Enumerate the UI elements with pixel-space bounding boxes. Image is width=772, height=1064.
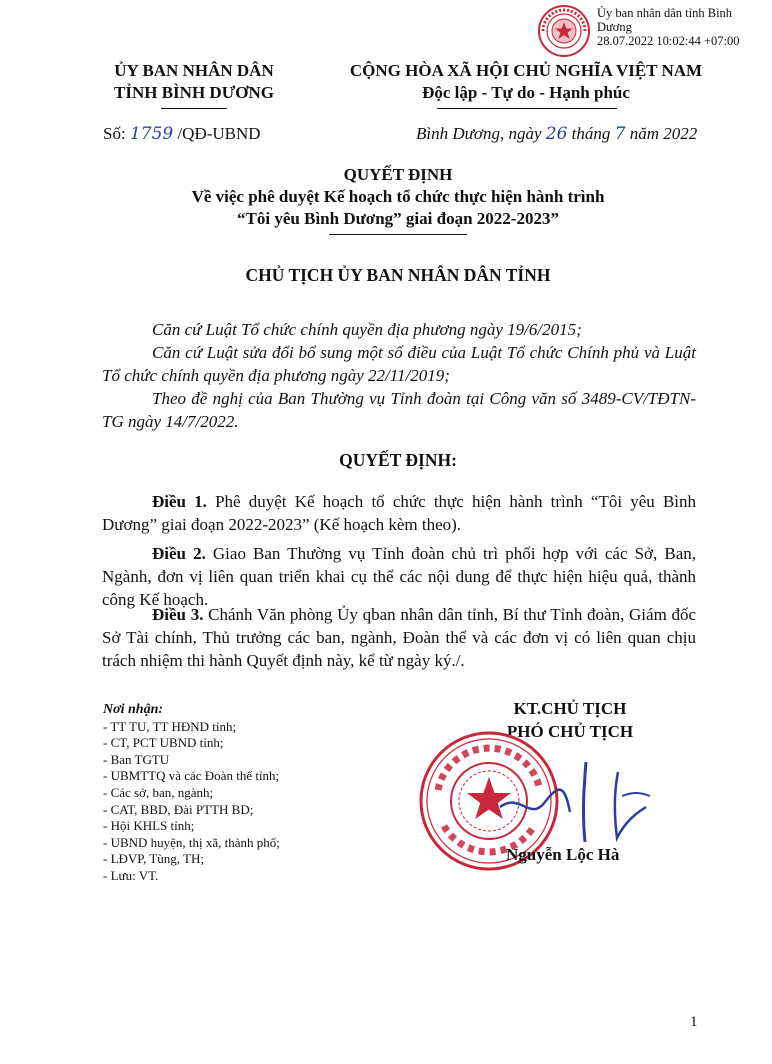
- preamble-2: Căn cứ Luật sửa đổi bổ sung một số điều của Luật Tổ chức Chính phủ và Luật Tổ chức chính quyền địa phương ngày 22/11/2019;: [102, 343, 696, 385]
- signer-name: Nguyễn Lộc Hà: [506, 845, 620, 864]
- title-underline: [329, 234, 467, 235]
- recipient-item: - CT, PCT UBND tỉnh;: [103, 735, 224, 751]
- document-number: Số: 1759 /QĐ-UBND: [103, 124, 261, 144]
- org-line1: ỦY BAN NHÂN DÂN: [114, 61, 274, 80]
- recipient-item: - Ban TGTU: [103, 751, 170, 767]
- recipients: [103, 702, 280, 885]
- nation-line1: CỘNG HÒA XÃ HỘI CHỦ NGHĨA VIỆT NAM: [349, 61, 703, 80]
- handwritten-number: 1759: [129, 124, 174, 144]
- recipient-item: - UBMTTQ và các Đoàn thể tỉnh;: [103, 768, 280, 784]
- recipient-item: - Các sở, ban, ngành;: [103, 784, 214, 800]
- national-motto: [326, 60, 726, 104]
- handwritten-day: 26: [545, 124, 568, 144]
- article-3: Điều 3. Chánh Văn phòng Ủy qban nhân dân tỉnh, Bí thư Tỉnh đoàn, Giám đốc Sở Tài chính, Thủ trưởng các ban, ngành, Đoàn thể và các đơn vị có liên quan chịu trách nhiệm thi hành Quyết định này, kể từ ngày ký./.: [102, 605, 697, 670]
- recipient-item: - LĐVP, Tùng, TH;: [103, 851, 204, 867]
- handwritten-month: 7: [614, 124, 626, 144]
- recipient-item: - Hội KHLS tỉnh;: [103, 818, 195, 834]
- issuing-org: [94, 60, 294, 104]
- place-date: Bình Dương, ngày 26 tháng 7 năm 2022: [416, 124, 698, 144]
- title-main: QUYẾT ĐỊNH: [343, 165, 453, 184]
- authority: CHỦ TỊCH ỦY BAN NHÂN DÂN TỈNH: [245, 265, 551, 285]
- title-sub1: Về việc phê duyệt Kế hoạch tổ chức thực hiện hành trình: [191, 187, 605, 206]
- nation-line2: Độc lập - Tự do - Hạnh phúc: [422, 83, 630, 102]
- page-number: 1: [690, 1014, 698, 1030]
- recipient-item: - Lưu: VT.: [103, 867, 159, 883]
- preamble-1: Căn cứ Luật Tổ chức chính quyền địa phương ngày 19/6/2015;: [152, 320, 582, 339]
- recipient-item: - UBND huyện, thị xã, thành phố;: [103, 834, 280, 850]
- title-sub2: “Tôi yêu Bình Dương” giai đoạn 2022-2023”: [237, 209, 559, 228]
- handwritten-signature: [490, 752, 670, 852]
- decides-heading: QUYẾT ĐỊNH:: [339, 450, 457, 470]
- org-underline: [161, 108, 227, 109]
- article-2: Điều 2. Giao Ban Thường vụ Tỉnh đoàn chủ trì phối hợp với các Sở, Ban, Ngành, đơn vị liên quan triển khai cụ thể các nội dung để thực hiện hiệu quả, thành công Kế hoạch.: [102, 544, 696, 609]
- recipient-item: - TT TU, TT HĐND tỉnh;: [103, 718, 237, 734]
- preamble-3: Theo đề nghị của Ban Thường vụ Tỉnh đoàn tại Công văn số 3489-CV/TĐTN-TG ngày 14/7/2022.: [102, 389, 696, 431]
- digital-signature-seal: [537, 4, 591, 58]
- org-line2: TỈNH BÌNH DƯƠNG: [114, 83, 274, 102]
- motto-underline: [437, 108, 617, 109]
- signer-title2: PHÓ CHỦ TỊCH: [506, 722, 634, 741]
- document-title: [100, 164, 696, 230]
- signer-title1: KT.CHỦ TỊCH: [513, 699, 627, 718]
- article-1: Điều 1. Phê duyệt Kế hoạch tổ chức thực hiện hành trình “Tôi yêu Bình Dương” giai đoạn 2022-2023” (Kế hoạch kèm theo).: [102, 492, 697, 534]
- digital-signature-text: Ủy ban nhân dân tỉnh Bình Dương 28.07.2022 10:02:44 +07:00: [597, 6, 740, 48]
- recipient-item: - CAT, BBD, Đài PTTH BD;: [103, 801, 254, 817]
- recipients-heading: Nơi nhận:: [103, 702, 164, 717]
